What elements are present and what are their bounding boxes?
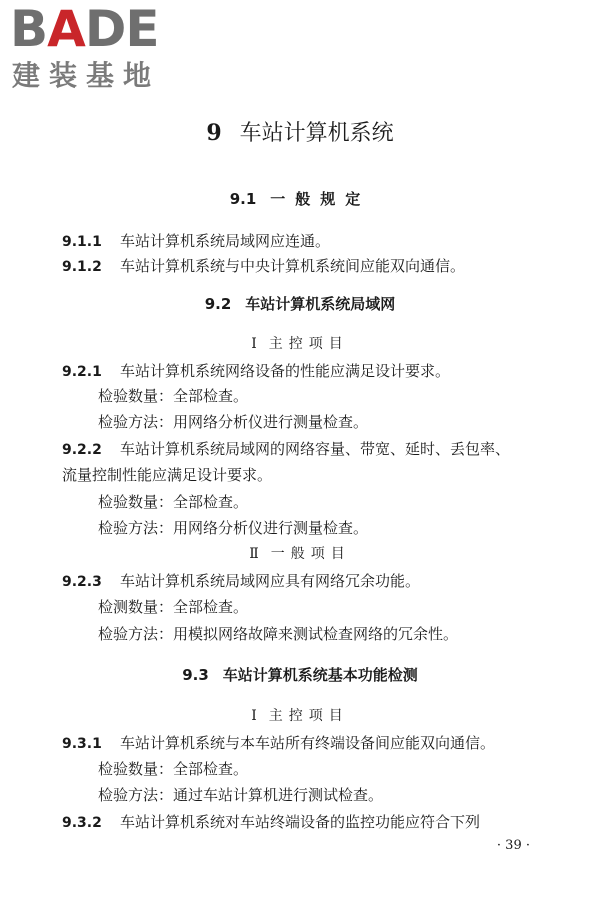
clause-number: 9.1.2	[62, 259, 102, 275]
clause-text: 车站计算机系统与中央计算机系统间应能双向通信。	[120, 257, 466, 275]
subhead-main-items	[0, 333, 600, 355]
section-heading-9-3	[0, 664, 600, 686]
section-title-text: 一般规定	[270, 190, 371, 208]
chapter-number: 9	[206, 120, 222, 146]
clause-number: 9.2.2	[62, 442, 102, 458]
clause-9-1-2	[62, 254, 582, 279]
section-heading-9-2	[0, 293, 600, 315]
logo-wordmark	[10, 0, 159, 58]
subhead-text: 主控项目	[268, 708, 349, 724]
section-title-text: 车站计算机系统局域网	[245, 295, 396, 313]
clause-text: 车站计算机系统局域网应具有网络冗余功能。	[120, 572, 421, 590]
clause-number: 9.3.2	[62, 815, 102, 831]
logo-letters-1: B	[10, 0, 48, 58]
section-title-text: 车站计算机系统基本功能检测	[222, 666, 418, 684]
inspection-method: 检验方法：用模拟网络故障来测试检查网络的冗余性。	[98, 625, 459, 643]
chapter-title	[0, 118, 600, 149]
clause-9-2-3	[62, 569, 582, 594]
clause-9-2-2	[62, 437, 582, 462]
clause-continuation: 流量控制性能应满足设计要求。	[62, 466, 273, 484]
inspection-quantity: 检验数量：全部检查。	[98, 760, 249, 778]
inspection-quantity: 检验数量：全部检查。	[98, 493, 249, 511]
subhead-roman: Ⅰ	[251, 336, 257, 352]
inspection-method: 检验方法：用网络分析仪进行测量检查。	[98, 519, 369, 537]
clause-text: 车站计算机系统与本车站所有终端设备间应能双向通信。	[120, 734, 496, 752]
subhead-text: 一般项目	[270, 546, 351, 562]
clause-number: 9.3.1	[62, 736, 102, 752]
inspection-method: 检验方法：通过车站计算机进行测试检查。	[98, 786, 384, 804]
subhead-roman: Ⅱ	[249, 546, 259, 562]
subhead-main-items	[0, 705, 600, 727]
clause-text: 车站计算机系统局域网的网络容量、带宽、延时、丢包率、	[120, 440, 511, 458]
page-number: · 39 ·	[496, 838, 530, 853]
clause-9-3-2	[62, 810, 582, 835]
inspection-method: 检验方法：用网络分析仪进行测量检查。	[98, 413, 369, 431]
subhead-roman: Ⅰ	[251, 708, 257, 724]
logo-letter-accent: A	[47, 0, 85, 58]
section-number: 9.2	[204, 295, 232, 313]
brand-logo	[10, 0, 180, 99]
inspection-quantity: 检验数量：全部检查。	[98, 387, 249, 405]
clause-text: 车站计算机系统局域网应连通。	[120, 232, 331, 250]
inspection-quantity: 检测数量：全部检查。	[98, 598, 249, 616]
clause-text: 车站计算机系统网络设备的性能应满足设计要求。	[120, 362, 451, 380]
logo-letters-2: DE	[84, 0, 159, 58]
clause-9-1-1	[62, 229, 582, 254]
clause-number: 9.2.1	[62, 364, 102, 380]
subhead-text: 主控项目	[268, 336, 349, 352]
chapter-title-text: 车站计算机系统	[239, 121, 394, 146]
clause-number: 9.2.3	[62, 574, 102, 590]
subhead-general-items	[0, 543, 600, 565]
section-number: 9.1	[229, 190, 257, 208]
section-number: 9.3	[182, 666, 209, 684]
section-heading-9-1	[0, 188, 600, 210]
clause-text: 车站计算机系统对车站终端设备的监控功能应符合下列	[120, 813, 481, 831]
clause-9-3-1	[62, 731, 582, 756]
clause-9-2-1	[62, 359, 582, 384]
logo-subtitle: 建装基地	[12, 59, 161, 92]
clause-number: 9.1.1	[62, 234, 102, 250]
